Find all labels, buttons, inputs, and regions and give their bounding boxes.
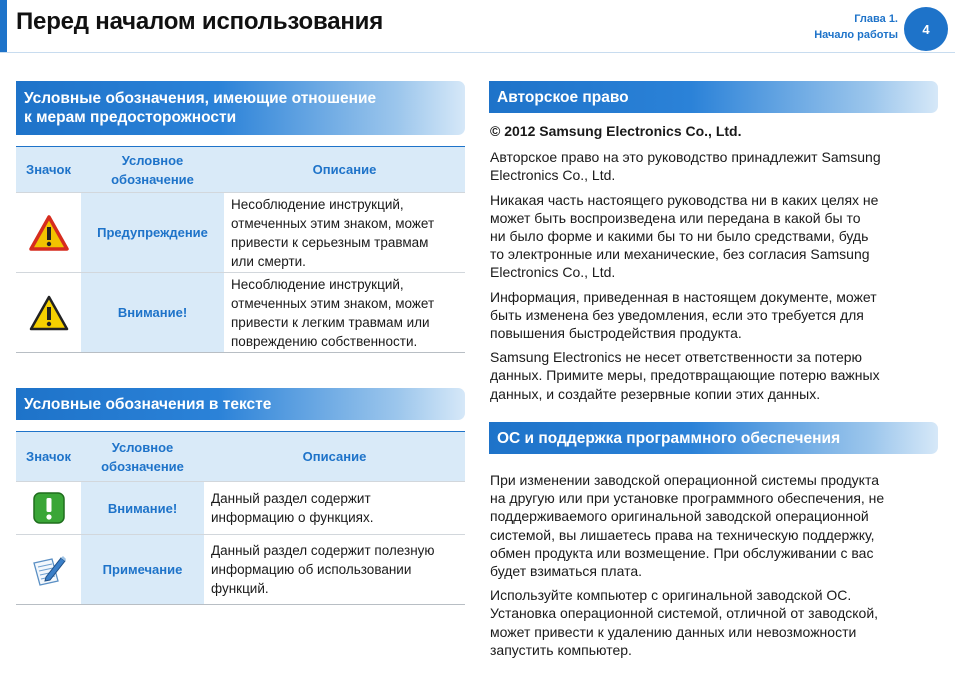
table-row	[16, 535, 465, 605]
icon-cell	[16, 535, 81, 605]
copyright-line: © 2012 Samsung Electronics Co., Ltd.	[490, 123, 742, 139]
section-os-support-header	[489, 422, 938, 454]
note-pencil-icon	[30, 553, 68, 587]
description-caution: Несоблюдение инструкций, отмеченных этим знаком, может привести к легким травмам или повреждению собственности.	[224, 273, 465, 353]
paragraph: Никакая часть настоящего руководства ни в каких целях не может быть воспроизведена или передана в какой бы то ни было форме и какими бы то ни было средствами, будь то электронные или механические, без согласия Samsung Electronics Co., Ltd.	[490, 191, 879, 281]
paragraph: Используйте компьютер с оригинальной заводской ОС. Установка операционной системой, отличной от заводской, может привести к удалению данных или невозможности запустить компьютер.	[490, 587, 879, 658]
icon-cell	[16, 273, 81, 353]
section-title: ОС и поддержка программного обеспечения	[497, 429, 841, 447]
section-title-line: Условные обозначения, имеющие отношение	[24, 90, 377, 107]
term-caution: Внимание!	[81, 273, 224, 353]
column-header-icon: Значок	[16, 432, 81, 482]
safety-symbols-table	[16, 146, 465, 353]
column-header-term: Условное обозначение	[81, 432, 204, 482]
table-header-row	[16, 432, 465, 482]
warning-triangle-red-icon	[29, 215, 69, 251]
description-note: Данный раздел содержит полезную информацию об использовании функций.	[204, 535, 465, 605]
chapter-name: Начало работы	[814, 29, 898, 41]
os-support-text	[490, 471, 938, 665]
icon-cell	[16, 193, 81, 273]
column-header-icon: Значок	[16, 147, 81, 193]
column-header-term: Условное обозначение	[81, 147, 224, 193]
description-caution: Данный раздел содержит информацию о функциях.	[204, 482, 465, 535]
section-title: Условные обозначения в тексте	[24, 395, 272, 413]
icon-cell	[16, 482, 81, 535]
section-title-line: к мерам предосторожности	[24, 109, 237, 126]
table-header-row	[16, 147, 465, 193]
table-row	[16, 482, 465, 535]
page-number-badge: 4	[904, 7, 948, 51]
description-warning: Несоблюдение инструкций, отмеченных этим знаком, может привести к серьезным травмам или смерти.	[224, 193, 465, 273]
section-copyright-header	[489, 81, 938, 113]
copyright-text	[490, 122, 938, 409]
paragraph: Samsung Electronics не несет ответственности за потерю данных. Примите меры, предотвращающие потерю важных данных, и создайте резервные копии этих данных.	[490, 349, 880, 402]
paragraph: При изменении заводской операционной системы продукта на другую или при установке программного обеспечения, не поддерживаемого оригинальной заводской операционной системой, вы лишаетесь права на техническую поддержку, обмен продукта или возмещение. При обслуживании с вас будет взиматься плата.	[490, 472, 885, 580]
header-divider	[0, 52, 955, 53]
paragraph: Информация, приведенная в настоящем документе, может быть изменена без уведомления, если это требуется для повышения быстродействия продукта.	[490, 288, 877, 342]
term-caution: Внимание!	[81, 482, 204, 535]
chapter-label	[814, 11, 898, 43]
chapter-number: Глава 1.	[854, 13, 898, 25]
column-header-description: Описание	[204, 432, 465, 482]
page-title: Перед началом использования	[16, 8, 384, 35]
header-accent-bar	[0, 0, 7, 52]
paragraph: Авторское право на это руководство принадлежит Samsung Electronics Co., Ltd.	[490, 149, 881, 184]
caution-triangle-yellow-icon	[29, 295, 69, 331]
table-row	[16, 273, 465, 353]
section-safety-symbols-header	[16, 81, 465, 135]
table-row	[16, 193, 465, 273]
term-warning: Предупреждение	[81, 193, 224, 273]
exclamation-green-icon	[32, 491, 66, 525]
column-header-description: Описание	[224, 147, 465, 193]
text-symbols-table	[16, 431, 465, 605]
section-title: Авторское право	[497, 88, 629, 106]
term-note: Примечание	[81, 535, 204, 605]
section-text-symbols-header	[16, 388, 465, 420]
